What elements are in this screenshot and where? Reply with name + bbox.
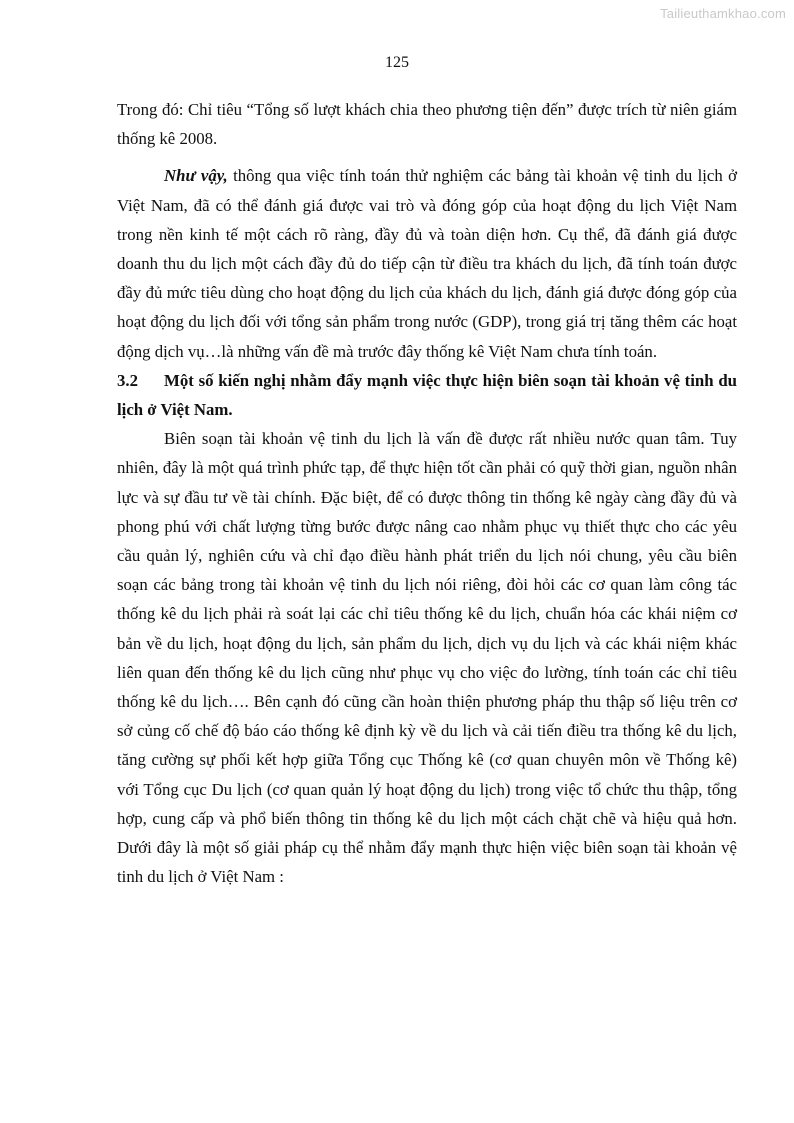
section-heading [117, 366, 737, 424]
section-title: Một số kiến nghị nhằm đẩy mạnh việc thực hiện biên soạn tài khoản vệ tinh du lịch ở Việt Nam. [117, 370, 737, 420]
summary-lead-term: Như vậy, [164, 166, 228, 186]
summary-paragraph [117, 161, 737, 365]
watermark: Tailieuthamkhao.com [660, 6, 786, 21]
intro-paragraph: Trong đó: Chỉ tiêu “Tổng số lượt khách chia theo phương tiện đến” được trích từ niên giám thống kê 2008. [117, 100, 737, 149]
summary-text: thông qua việc tính toán thử nghiệm các bảng tài khoản vệ tinh du lịch ở Việt Nam, đã có thể đánh giá được vai trò và đóng góp của hoạt động du lịch Việt Nam trong nền kinh tế một cách rõ ràng, đầy đủ và toàn diện hơn. Cụ thể, đã đánh giá được doanh thu du lịch một cách đầy đủ do tiếp cận từ điều tra khách du lịch, đã tính toán được đầy đủ mức tiêu dùng cho hoạt động du lịch của khách du lịch, đánh giá được đóng góp của hoạt động du lịch đối với tổng sản phẩm trong nước (GDP), trong giá trị tăng thêm các hoạt động dịch vụ…là những vấn đề mà trước đây thống kê Việt Nam chưa tính toán. [117, 166, 737, 361]
body-paragraph: Biên soạn tài khoản vệ tinh du lịch là vấn đề được rất nhiều nước quan tâm. Tuy nhiên, đây là một quá trình phức tạp, để thực hiện tốt cần phải có quỹ thời gian, nguồn nhân lực và sự đầu tư về tài chính. Đặc biệt, để có được thông tin thống kê ngày càng đầy đủ và phong phú với chất lượng từng bước được nâng cao nhằm phục vụ thiết thực cho các yêu cầu quản lý, nghiên cứu và chỉ đạo điều hành phát triển du lịch nói chung, yêu cầu biên soạn các bảng trong tài khoản vệ tinh du lịch nói riêng, đòi hỏi các cơ quan làm công tác thống kê du lịch phải rà soát lại các chỉ tiêu thống kê du lịch, chuẩn hóa các khái niệm cơ bản về du lịch, hoạt động du lịch, sản phẩm du lịch, dịch vụ du lịch và các khái niệm khác liên quan đến thống kê du lịch cũng như phục vụ cho việc đo lường, tính toán các chỉ tiêu thống kê du lịch…. Bên cạnh đó cũng cần hoàn thiện phương pháp thu thập số liệu trên cơ sở củng cố chế độ báo cáo thống kê định kỳ về du lịch và cải tiến điều tra thống kê du lịch, tăng cường sự phối kết hợp giữa Tổng cục Thống kê (cơ quan chuyên môn về Thống kê) với Tổng cục Du lịch (cơ quan quản lý hoạt động du lịch) trong việc tổ chức thu thập, tổng hợp, cung cấp và phổ biến thông tin thống kê du lịch một cách chặt chẽ và hiệu quả hơn. Dưới đây là một số giải pháp cụ thể nhằm đẩy mạnh thực hiện việc biên soạn tài khoản vệ tinh du lịch ở Việt Nam : [117, 429, 737, 887]
section-number: 3.2 [117, 370, 138, 390]
page-number: 125 [385, 54, 409, 71]
document-body [117, 95, 737, 891]
